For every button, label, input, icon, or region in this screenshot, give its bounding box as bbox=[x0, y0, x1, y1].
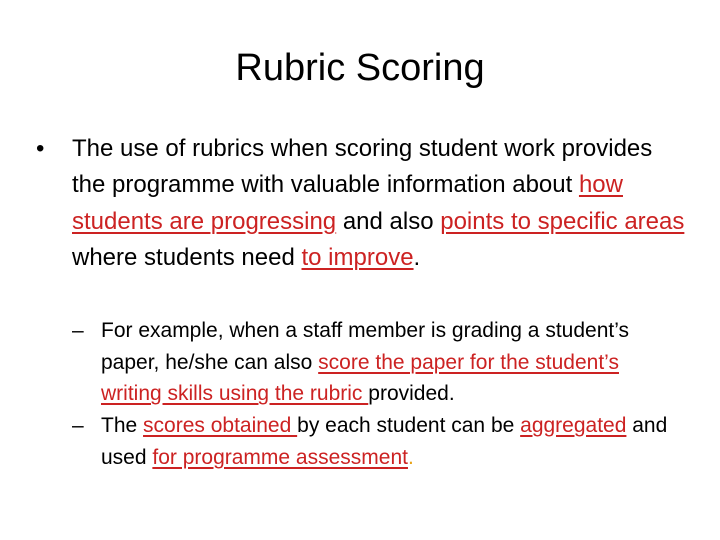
highlight-specific-areas: points to specific areas bbox=[440, 207, 685, 235]
sub-bullet-text: and used bbox=[101, 414, 668, 469]
sub-bullet-list bbox=[72, 315, 672, 474]
sub-bullet-text: provided. bbox=[368, 382, 455, 406]
slide-title: Rubric Scoring bbox=[235, 47, 485, 89]
highlight-progressing: how students are progressing bbox=[72, 171, 623, 235]
bullet-text: where students need bbox=[72, 243, 302, 271]
sub-bullet-text: For example, when a staff member is grading a student’s paper, he/she can also bbox=[101, 319, 629, 374]
main-bullet-list bbox=[36, 131, 686, 276]
sub-bullet-item bbox=[72, 315, 672, 410]
sub-bullet-text: The bbox=[101, 414, 144, 438]
highlight-improve: to improve bbox=[301, 243, 414, 271]
sub-bullet-item bbox=[72, 410, 672, 473]
dash-marker: – bbox=[72, 414, 84, 438]
final-period: . bbox=[407, 445, 414, 469]
sub-bullet-text: by each student can be bbox=[297, 414, 521, 438]
bullet-text: The use of rubrics when scoring student work provides the programme with valuable information about bbox=[72, 135, 653, 199]
highlight-scores-obtained: scores obtained bbox=[143, 414, 298, 438]
bullet-marker: • bbox=[36, 135, 45, 162]
bullet-item bbox=[36, 131, 686, 276]
highlight-score-paper: score the paper for the student’s writing skills using the rubric bbox=[101, 350, 619, 406]
dash-marker: – bbox=[72, 319, 84, 342]
highlight-programme-assessment: for programme assessment bbox=[152, 445, 408, 469]
bullet-text: . bbox=[413, 243, 421, 271]
highlight-aggregated: aggregated bbox=[520, 414, 627, 438]
bullet-text: and also bbox=[336, 207, 441, 235]
